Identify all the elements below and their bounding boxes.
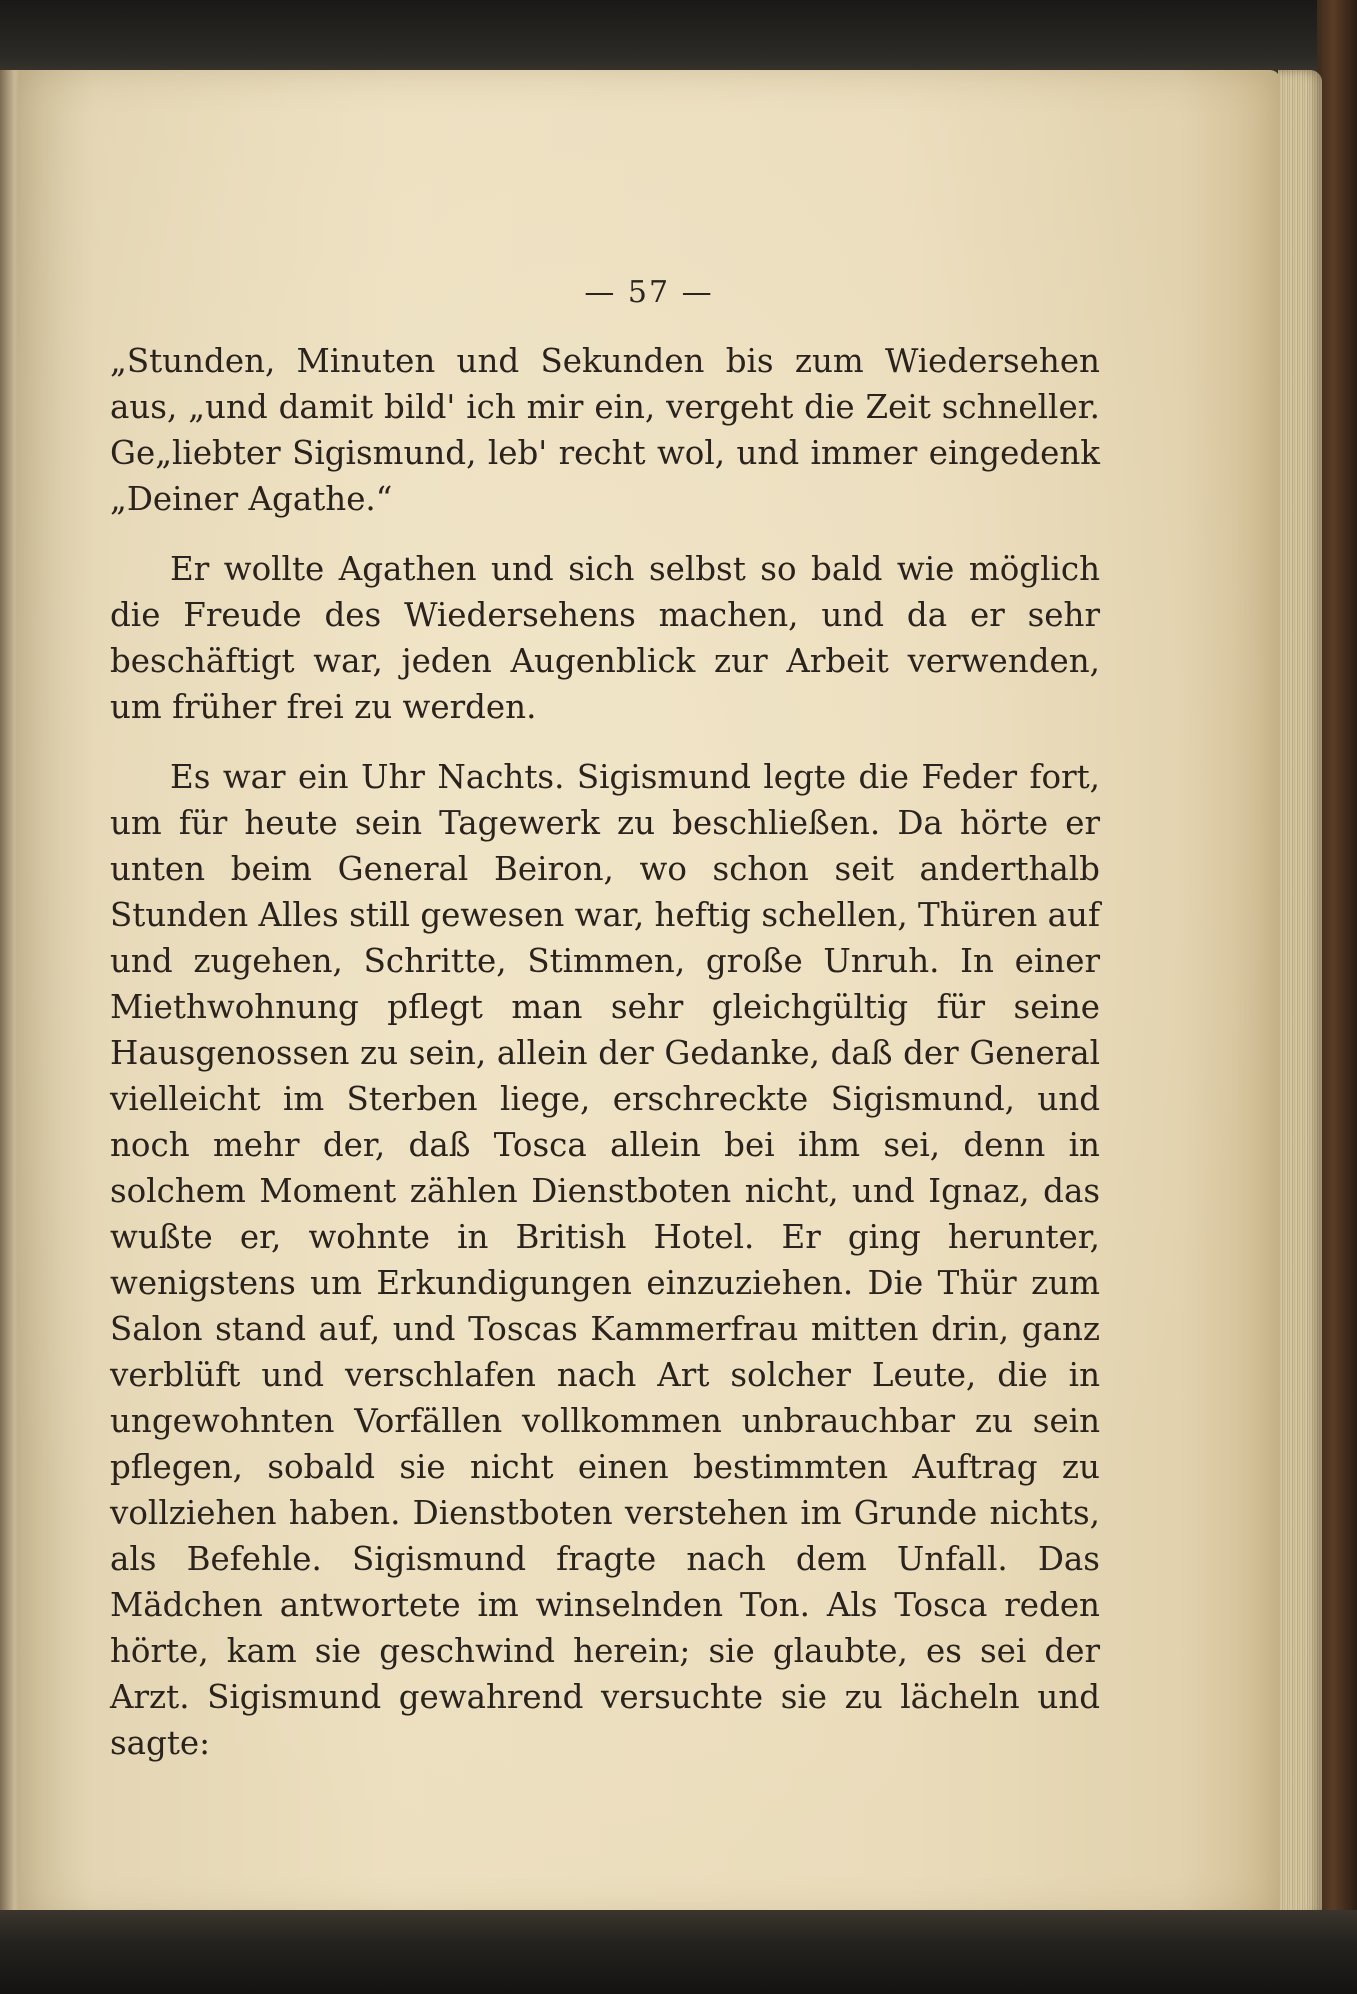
page-number: — 57 — — [584, 275, 714, 310]
book-cover-bottom — [0, 1910, 1357, 1994]
page-text — [110, 338, 1100, 1790]
book-page — [18, 70, 1280, 1920]
paragraph-letter-ending: „Stunden, Minuten und Sekunden bis zum Wiedersehen aus, „und damit bild' ich mir ein, vergeht die Zeit schneller. Ge„liebter Sigismund, leb' recht wol, und immer eingedenk „Deiner Agathe.“ — [110, 342, 1100, 518]
book-cover-edge — [1317, 0, 1357, 1994]
paragraph-agathe: Er wollte Agathen und sich selbst so bald wie möglich die Freude des Wiedersehens machen, und da er sehr beschäftigt war, jeden Augenblick zur Arbeit verwenden, um früher frei zu werden. — [110, 550, 1100, 726]
page-block-edges — [1278, 70, 1322, 1920]
paragraph-night: Es war ein Uhr Nachts. Sigismund legte die Feder fort, um für heute sein Tagewerk zu beschließen. Da hörte er unten beim General Beiron, wo schon seit anderthalb Stunden Alles still gewesen war, heftig schellen, Thüren auf und zugehen, Schritte, Stimmen, große Unruh. In einer Miethwohnung pflegt man sehr gleichgültig für seine Hausgenossen zu sein, allein der Gedanke, daß der General vielleicht im Sterben liege, erschreckte Sigismund, und noch mehr der, daß Tosca allein bei ihm sei, denn in solchem Moment zählen Dienstboten nicht, und Ignaz, das wußte er, wohnte in British Hotel. Er ging herunter, wenigstens um Erkundigungen einzuziehen. Die Thür zum Salon stand auf, und Toscas Kammerfrau mitten drin, ganz verblüft und verschlafen nach Art solcher Leute, die in ungewohnten Vorfällen vollkommen unbrauchbar zu sein pflegen, sobald sie nicht einen bestimmten Auftrag zu vollziehen haben. Dienstboten verstehen im Grunde nichts, als Befehle. Sigismund fragte nach dem Unfall. Das Mädchen antwortete im winselnden Ton. Als Tosca reden hörte, kam sie geschwind herein; sie glaubte, es sei der Arzt. Sigismund gewahrend versuchte sie zu lächeln und sagte: — [110, 758, 1100, 1762]
book-cover-top — [0, 0, 1357, 78]
